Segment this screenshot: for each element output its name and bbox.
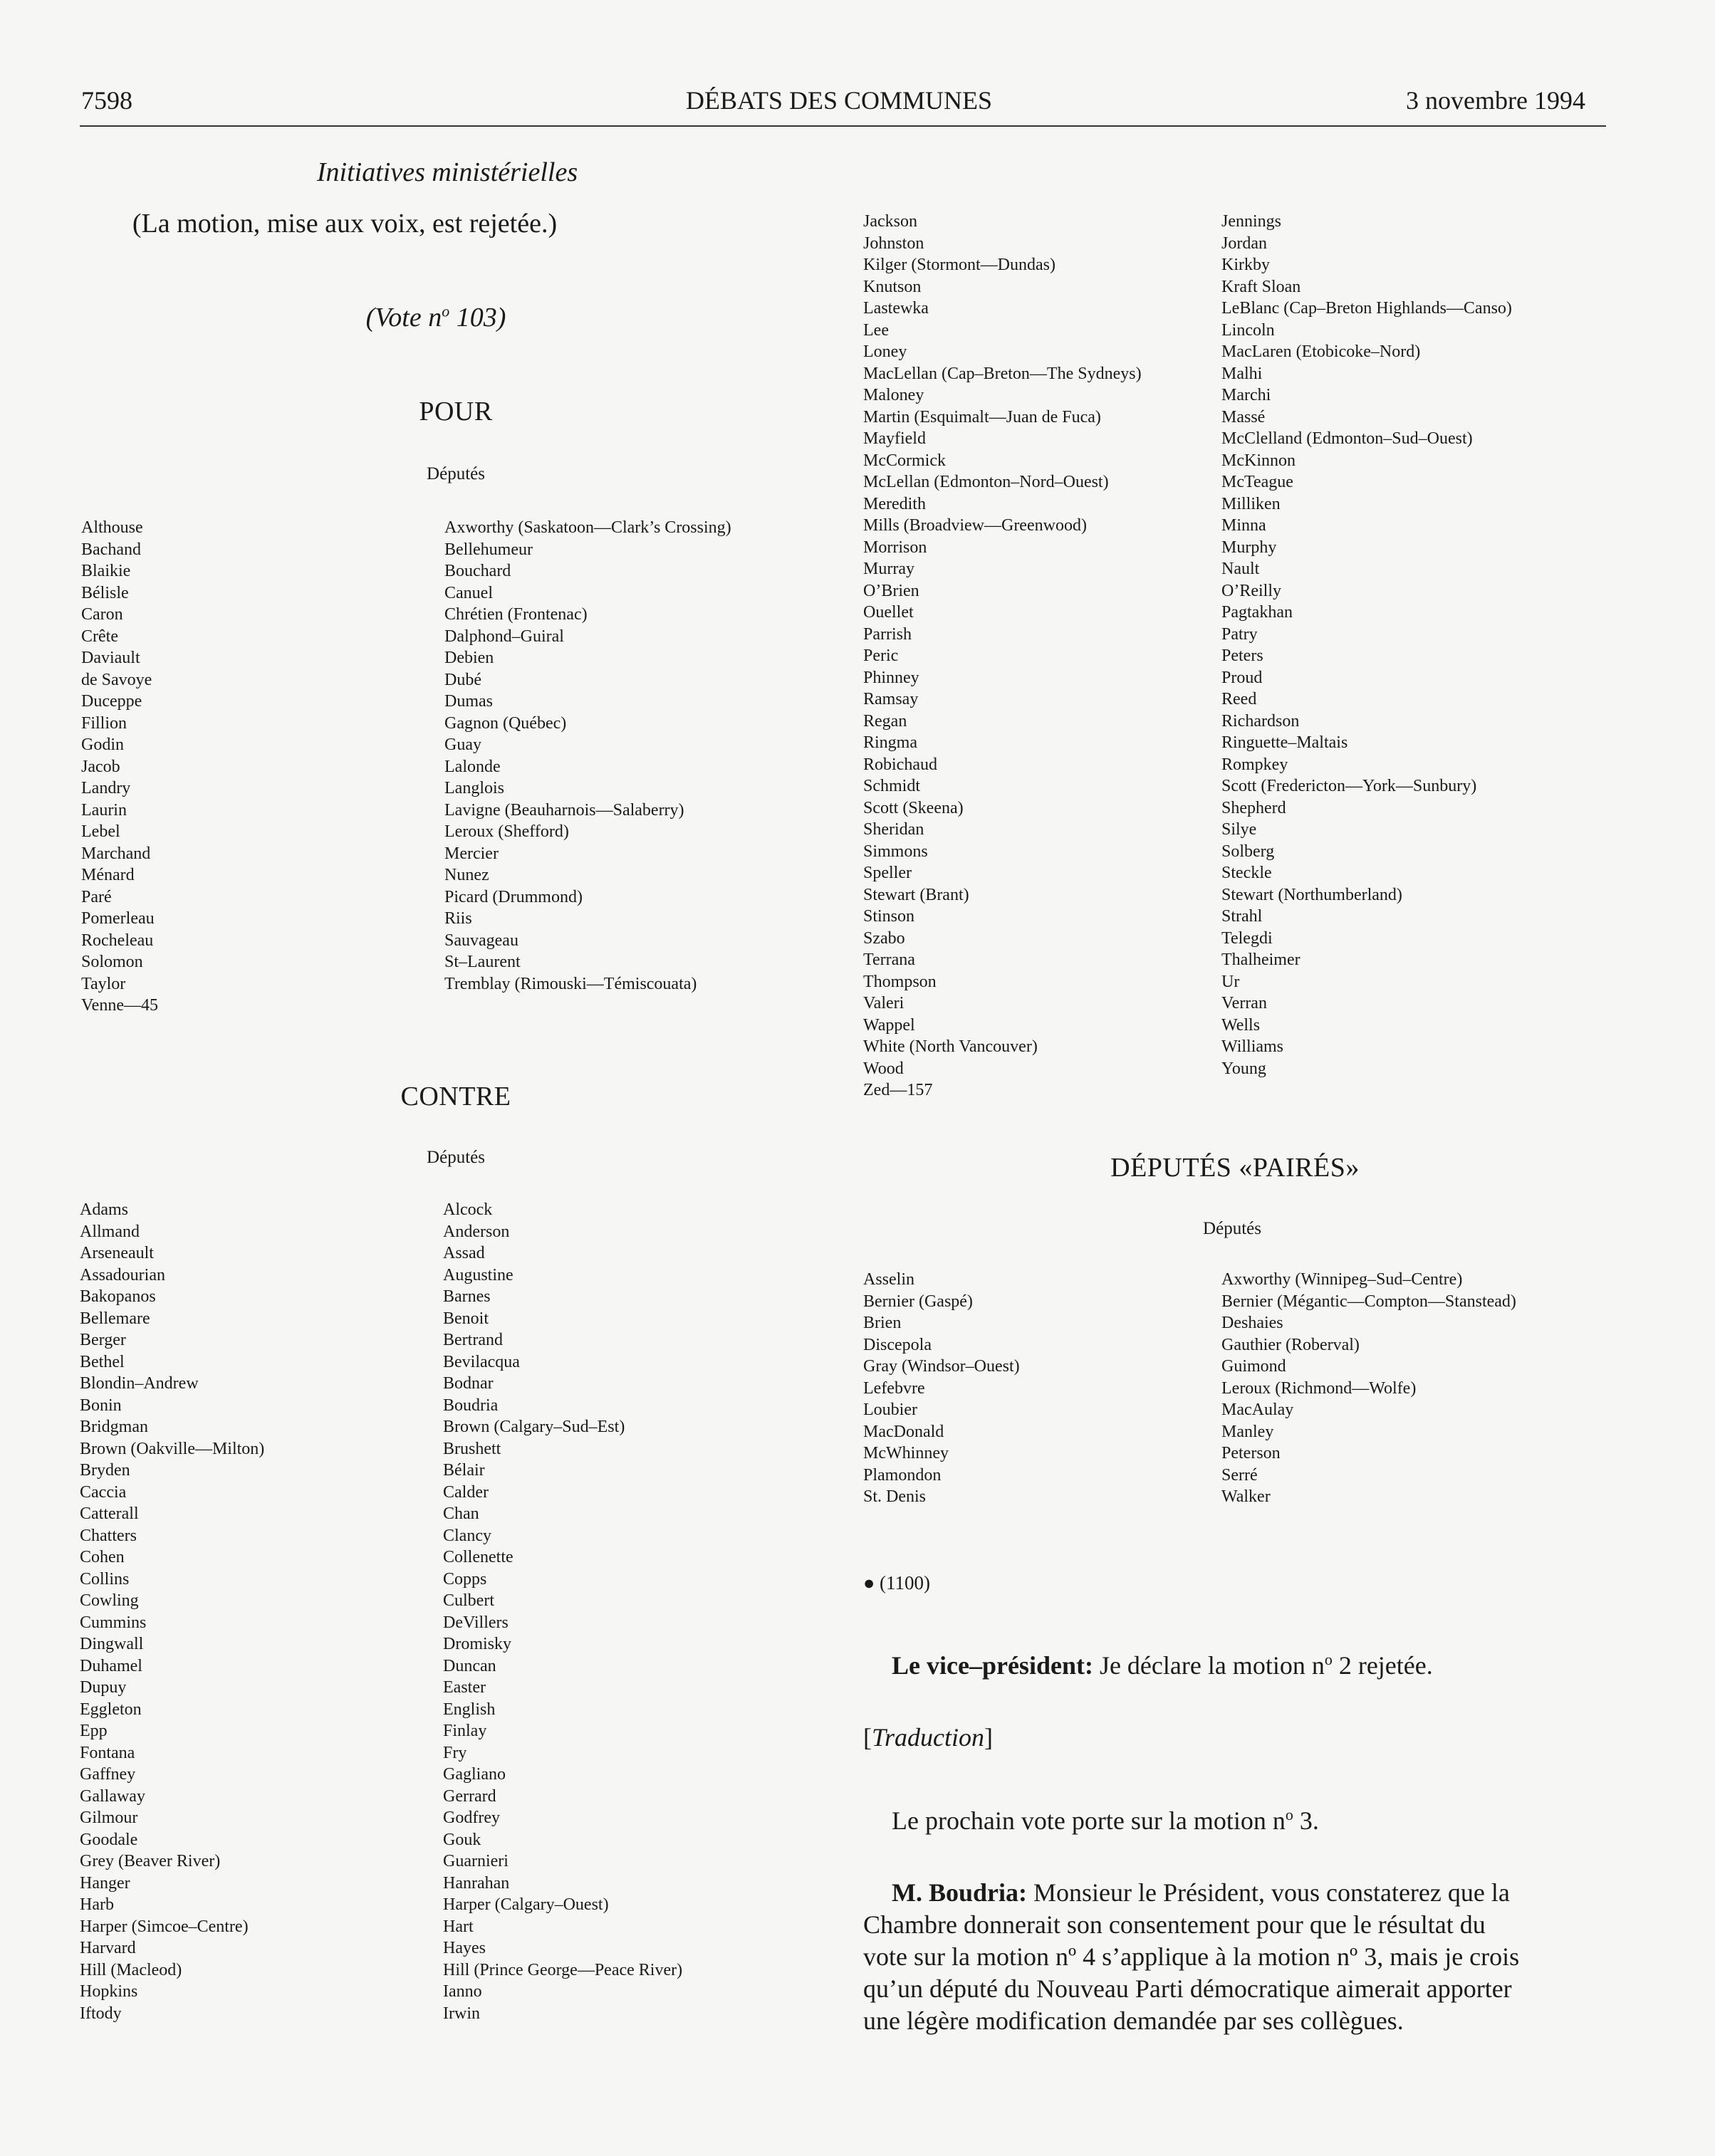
member-name: Hart [443,1917,474,1936]
member-name: Ramsay [863,690,919,708]
member-name: Mills (Broadview—Greenwood) [863,516,1087,535]
member-name: Blaikie [81,562,131,580]
member-name: Loney [863,342,907,361]
member-name: Harb [80,1895,114,1914]
member-name: Collins [80,1569,130,1589]
member-name: Maloney [863,386,924,404]
member-name: Bachand [81,540,141,559]
member-name: Daviault [81,649,140,667]
member-name: Kirkby [1221,256,1270,274]
member-name: Marchi [1221,386,1271,404]
member-name: Venne—45 [81,996,158,1015]
member-name: Godfrey [443,1809,500,1827]
member-name: Arseneault [80,1244,154,1262]
member-name: Benoit [443,1309,489,1328]
member-name: Gilmour [80,1809,138,1827]
member-name: Kilger (Stormont—Dundas) [863,256,1055,274]
member-name: Lefebvre [863,1378,925,1398]
member-name: Bélisle [81,583,129,602]
pour-list-col2 [444,517,731,995]
paires-heading: DÉPUTÉS «PAIRÉS» [1110,1153,1360,1183]
vote-number: (Vote $n^o$ 103) [365,302,506,333]
contre-heading: CONTRE [400,1082,511,1111]
member-name: Brown (Calgary–Sud–Est) [443,1418,625,1436]
pour-list-col1 [81,517,158,1017]
member-name: Patry [1221,624,1258,644]
member-name: Bellemare [80,1309,150,1328]
contre-list-col4 [1221,211,1512,1079]
member-name: Leroux (Shefford) [444,822,569,841]
member-name: Epp [80,1722,108,1740]
member-name: Marchand [81,844,151,863]
member-name: McLellan (Edmonton–Nord–Ouest) [863,473,1109,491]
member-name: Bertrand [443,1331,503,1349]
member-name: Jordan [1221,234,1267,253]
member-name: Rompkey [1221,755,1288,774]
member-name: Asselin [863,1270,914,1289]
member-name: Deshaies [1221,1314,1283,1332]
member-name: Stewart (Northumberland) [1221,885,1402,904]
member-name: Dubé [444,670,481,689]
page-number: 7598 [81,86,132,115]
member-name: Murray [863,560,914,578]
member-name: Strahl [1221,907,1263,926]
member-name: Minna [1221,516,1266,535]
member-name: Eggleton [80,1700,142,1719]
member-name: Ménard [81,866,135,884]
member-name: Anderson [443,1222,510,1241]
member-name: Taylor [81,974,126,993]
member-name: Martin (Esquimalt—Juan de Fuca) [863,407,1101,427]
member-name: Plamondon [863,1465,942,1485]
member-name: Walker [1221,1487,1271,1506]
pour-heading: POUR [419,397,493,427]
member-name: Debien [444,649,494,667]
member-name: Irwin [443,2004,480,2023]
member-name: Alcock [443,1200,493,1219]
member-name: MacAulay [1221,1401,1294,1419]
member-name: Parrish [863,624,912,644]
member-name: Nault [1221,560,1260,578]
member-name: Harvard [80,1939,136,1957]
member-name: Speller [863,864,912,882]
member-name: Godin [81,736,124,754]
member-name: St. Denis [863,1487,927,1506]
member-name: Fontana [80,1743,135,1762]
member-name: Gagnon (Québec) [444,713,567,733]
member-name: Assadourian [80,1265,165,1284]
member-name: Gauthier (Roberval) [1221,1335,1360,1354]
member-name: Laurin [81,800,127,820]
member-name: Schmidt [863,777,921,795]
member-name: Bethel [80,1352,125,1371]
member-name: Gaffney [80,1765,136,1784]
statement-line: une légère modification demandée par ses collègues. [863,2006,1404,2035]
member-name: Rocheleau [81,931,154,950]
member-name: Chan [443,1505,479,1523]
boudria-statement: M. Boudria: Monsieur le Président, vous constaterez que la Chambre donnerait son consentement pour que le résultat du vote sur la motion nº 4 s’applique à la motion nº 3, mais je crois qu’un député du Nouveau Parti démocratique aimerait apporter une légère modification demandée par ses collègues. [863,1877,1607,2037]
member-name: McTeague [1221,473,1293,491]
member-name: Dingwall [80,1635,144,1653]
member-name: Shepherd [1221,798,1286,817]
member-name: Manley [1221,1422,1274,1441]
member-name: Gerrard [443,1786,496,1806]
contre-subheading: Députés [427,1148,485,1167]
member-name: Collenette [443,1548,514,1566]
member-name: Thompson [863,972,937,991]
member-name: Ouellet [863,603,914,622]
member-name: Wells [1221,1015,1261,1035]
member-name: Bakopanos [80,1287,156,1306]
member-name: O’Brien [863,581,919,600]
member-name: Stewart (Brant) [863,885,969,904]
member-name: Culbert [443,1591,494,1610]
member-name: Szabo [863,928,905,948]
header-rule [80,125,1606,127]
member-name: Lastewka [863,299,929,318]
member-name: Guimond [1221,1357,1286,1376]
member-name: Young [1221,1059,1266,1078]
member-name: Gray (Windsor–Ouest) [863,1357,1020,1376]
member-name: Dalphond–Guiral [444,627,564,646]
member-name: Thalheimer [1221,951,1300,969]
member-name: Gallaway [80,1786,145,1806]
member-name: Nunez [444,866,489,884]
member-name: Hopkins [80,1982,138,2001]
member-name: Allmand [80,1222,140,1241]
member-name: Paré [81,887,112,906]
member-name: Caron [81,605,123,624]
member-name: Hayes [443,1939,486,1957]
member-name: Cohen [80,1548,125,1566]
member-name: Catterall [80,1505,139,1523]
member-name: Lavigne (Beauharnois—Salaberry) [444,800,684,820]
member-name: Blondin–Andrew [80,1374,199,1393]
member-name: Bellehumeur [444,540,533,559]
paires-subheading: Députés [1203,1219,1261,1238]
member-name: Peterson [1221,1444,1281,1462]
member-name: Harper (Calgary–Ouest) [443,1895,609,1914]
member-name: Assad [443,1244,485,1262]
member-name: Reed [1221,690,1257,708]
member-name: Grey (Beaver River) [80,1852,221,1870]
member-name: Bouchard [444,562,511,580]
paires-list-col2 [1221,1269,1516,1508]
member-name: Augustine [443,1265,514,1284]
member-name: Boudria [443,1396,499,1415]
member-name: Axworthy (Saskatoon—Clark’s Crossing) [444,518,731,537]
member-name: Duncan [443,1656,496,1675]
member-name: Hanger [80,1873,130,1893]
member-name: St–Laurent [444,953,521,971]
paires-list-col1 [863,1269,1020,1508]
member-name: MacLaren (Etobicoke–Nord) [1221,342,1421,361]
member-name: McWhinney [863,1444,949,1462]
member-name: Steckle [1221,864,1272,882]
member-name: Bridgman [80,1418,148,1436]
member-name: Gagliano [443,1765,506,1784]
member-name: Goodale [80,1830,138,1849]
statement-line: qu’un député du Nouveau Parti démocratique aimerait apporter [863,1974,1512,2003]
member-name: Barnes [443,1287,491,1306]
member-name: Massé [1221,407,1266,427]
member-name: Ringuette–Maltais [1221,733,1348,752]
member-name: Berger [80,1331,126,1349]
member-name: English [443,1700,496,1719]
member-name: Lee [863,320,889,340]
member-name: McKinnon [1221,451,1296,470]
member-name: Ur [1221,972,1240,991]
member-name: Terrana [863,951,915,969]
member-name: Bryden [80,1461,130,1480]
member-name: Phinney [863,668,919,687]
member-name: Landry [81,779,131,797]
member-name: Scott (Fredericton—York—Sunbury) [1221,777,1477,795]
member-name: Pomerleau [81,909,155,928]
member-name: Peric [863,647,899,665]
member-name: Lalonde [444,757,501,776]
member-name: Bodnar [443,1374,494,1393]
member-name: Guarnieri [443,1852,509,1870]
member-name: Guay [444,736,481,754]
member-name: Milliken [1221,494,1281,513]
member-name: Meredith [863,494,926,513]
member-name: DeVillers [443,1613,509,1632]
member-name: Bélair [443,1461,485,1480]
traduction-note: [Traduction] [863,1723,994,1752]
member-name: Wood [863,1059,904,1078]
member-name: Loubier [863,1401,917,1419]
member-name: Bernier (Mégantic—Compton—Stanstead) [1221,1292,1516,1311]
member-name: MacLellan (Cap–Breton—The Sydneys) [863,364,1142,383]
member-name: Serré [1221,1465,1258,1485]
member-name: Riis [444,909,472,928]
member-name: Mercier [444,844,499,863]
member-name: Johnston [863,234,924,253]
member-name: Ianno [443,1982,482,2001]
page-date: 3 novembre 1994 [1406,86,1585,115]
next-vote-statement: Le prochain vote porte sur la motion $n^o$ 3. [892,1806,1319,1835]
member-name: Stinson [863,907,915,926]
member-name: Mayfield [863,429,926,448]
member-name: McClelland (Edmonton–Sud–Ouest) [1221,429,1473,448]
member-name: Caccia [80,1482,127,1502]
statement-line: Chambre donnerait son consentement pour que le résultat du [863,1910,1486,1939]
member-name: Dromisky [443,1635,511,1653]
member-name: Crête [81,627,118,646]
member-name: Telegdi [1221,928,1273,948]
member-name: Verran [1221,994,1267,1012]
member-name: Silye [1221,820,1257,839]
member-name: Bonin [80,1396,122,1415]
statement-line: Monsieur le Président, vous constaterez que la [1033,1878,1510,1907]
member-name: Sheridan [863,820,924,839]
member-name: Easter [443,1678,486,1697]
member-name: Scott (Skeena) [863,798,964,817]
member-name: de Savoye [81,670,152,689]
member-name: Copps [443,1569,487,1589]
member-name: Lebel [81,822,120,841]
member-name: Solomon [81,953,143,971]
time-marker: ● (1100) [863,1572,931,1594]
member-name: Solberg [1221,842,1275,861]
member-name: McCormick [863,451,946,470]
member-name: Jacob [81,757,120,776]
section-title: Initiatives ministérielles [316,157,578,187]
member-name: Fillion [81,713,127,733]
member-name: Morrison [863,538,927,557]
member-name: Calder [443,1482,489,1502]
member-name: Bevilacqua [443,1352,520,1371]
member-name: MacDonald [863,1422,944,1441]
motion-result: (La motion, mise aux voix, est rejetée.) [132,209,558,239]
member-name: Chrétien (Frontenac) [444,605,588,624]
member-name: Chatters [80,1526,137,1545]
member-name: Jennings [1221,212,1281,231]
member-name: Fry [443,1743,467,1762]
vice-president-statement: Le vice–président: Je déclare la motion $n^o$ 2 rejetée. [892,1650,1433,1680]
pour-subheading: Députés [427,464,485,483]
member-name: Lincoln [1221,320,1275,340]
member-name: Knutson [863,277,922,296]
member-name: Adams [80,1200,128,1219]
member-name: Jackson [863,212,917,231]
member-name: Robichaud [863,755,937,774]
journal-title: DÉBATS DES COMMUNES [685,86,993,115]
member-name: LeBlanc (Cap–Breton Highlands—Canso) [1221,299,1512,318]
member-name: Iftody [80,2004,122,2023]
member-name: Discepola [863,1335,932,1354]
member-name: Ringma [863,733,917,752]
member-name: Leroux (Richmond—Wolfe) [1221,1378,1417,1398]
member-name: Valeri [863,994,905,1012]
member-name: O’Reilly [1221,581,1281,600]
member-name: Richardson [1221,711,1300,731]
member-name: Proud [1221,668,1263,687]
member-name: Duhamel [80,1656,142,1675]
member-name: Hill (Macleod) [80,1960,182,1979]
member-name: Tremblay (Rimouski—Témiscouata) [444,974,697,993]
member-name: Malhi [1221,364,1263,383]
member-name: Althouse [81,518,143,537]
member-name: Brien [863,1314,902,1332]
member-name: Hill (Prince George—Peace River) [443,1960,683,1979]
member-name: Brown (Oakville—Milton) [80,1439,265,1458]
member-name: Zed—157 [863,1081,933,1099]
contre-list-col3 [863,211,1142,1101]
member-name: White (North Vancouver) [863,1037,1038,1056]
member-name: Bernier (Gaspé) [863,1292,973,1311]
member-name: Wappel [863,1015,915,1035]
contre-list-col2 [443,1199,682,2024]
member-name: Duceppe [81,692,142,711]
statement-line: vote sur la motion nº 4 s’applique à la motion nº 3, mais je crois [863,1942,1520,1971]
member-name: Sauvageau [444,931,518,950]
member-name: Axworthy (Winnipeg–Sud–Centre) [1221,1270,1463,1289]
member-name: Gouk [443,1830,481,1849]
member-name: Pagtakhan [1221,603,1293,622]
member-name: Cowling [80,1591,139,1610]
member-name: Hanrahan [443,1873,510,1893]
member-name: Canuel [444,583,493,602]
member-name: Murphy [1221,538,1277,557]
member-name: Peters [1221,647,1263,665]
member-name: Kraft Sloan [1221,277,1301,296]
member-name: Harper (Simcoe–Centre) [80,1917,249,1936]
contre-list-col1 [80,1199,264,2024]
member-name: Dupuy [80,1678,127,1697]
member-name: Simmons [863,842,928,861]
member-name: Langlois [444,779,504,797]
member-name: Finlay [443,1722,487,1740]
member-name: Clancy [443,1526,491,1545]
member-name: Dumas [444,692,493,711]
member-name: Brushett [443,1439,501,1458]
member-name: Regan [863,711,907,731]
member-name: Cummins [80,1613,147,1632]
member-name: Picard (Drummond) [444,887,583,906]
member-name: Williams [1221,1037,1284,1056]
